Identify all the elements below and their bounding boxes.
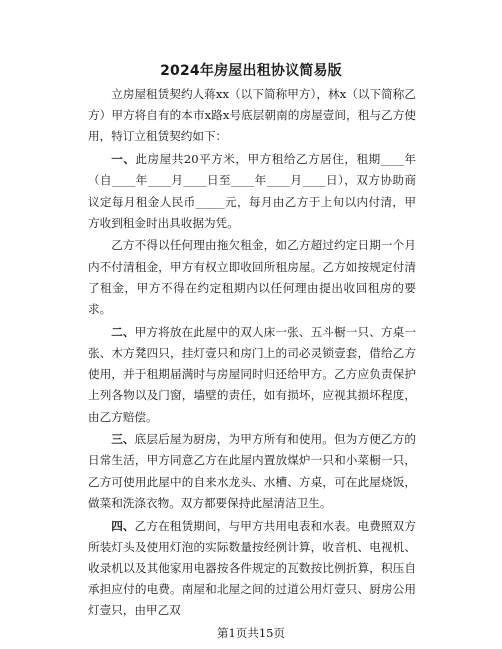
paragraph-clause-1 bbox=[88, 149, 416, 234]
document-title: 2024年房屋出租协议简易版 bbox=[160, 63, 342, 79]
paragraph-text: 此房屋共20平方米，甲方租给乙方居住，租期____年（自____年____月____日至____年____月____日），双方协助商议定每月租金人民币_____元，每月由乙方于上旬以内付清，甲方收到租金时出具收据为凭。 bbox=[88, 152, 416, 230]
document-body bbox=[88, 84, 416, 623]
paragraph-rent-terms bbox=[88, 235, 416, 320]
paragraph-text: 乙方在租赁期间，与甲方共用电表和水表。电费照双方所装灯头及使用灯泡的实际数量按经例计算，收音机、电视机、收录机以及其他家用电器按各件规定的瓦数按比例折算，积压自承担应付的电费。南屋和北屋之间的过道公用灯壹只、厨房公用灯壹只，由甲乙双 bbox=[88, 518, 416, 618]
paragraph-lead: 二、 bbox=[111, 324, 135, 339]
paragraph-lead: 三、 bbox=[111, 432, 135, 447]
paragraph-clause-2 bbox=[88, 322, 416, 428]
paragraph-lead: 四、 bbox=[111, 518, 135, 533]
page-number-footer: 第1页共15页 bbox=[217, 626, 285, 640]
paragraph-clause-4 bbox=[88, 516, 416, 622]
paragraph-text: 乙方不得以任何理由拖欠租金，如乙方超过约定日期一个月内不付清租金，甲方有权立即收回所租房屋。乙方如按规定付清了租金，甲方不得在约定租期内以任何理由提出收回租房的要求。 bbox=[88, 238, 416, 317]
paragraph-text: 底层后屋为厨房，为甲方所有和使用。但为方便乙方的日常生活，甲方同意乙方在此屋内置放煤炉一只和小菜橱一只，乙方可使用此屋中的自来水龙头、水槽、方桌，可在此屋烧饭，做菜和洗涤衣物。双方都要保持此屋清洁卫生。 bbox=[88, 432, 416, 510]
paragraph-clause-3 bbox=[88, 429, 416, 514]
paragraph-text: 立房屋租赁契约人蒋xx（以下简称甲方），林x（以下简称乙方）甲方将自有的本市x路x号底层朝南的房屋壹间，租与乙方使用，特订立租赁契约如下： bbox=[88, 87, 416, 144]
paragraph-lead: 一、 bbox=[111, 152, 136, 167]
paragraph-intro bbox=[88, 84, 416, 148]
paragraph-text: 甲方将放在此屋中的双人床一张、五斗橱一只、方桌一张、木方凳四只，挂灯壹只和房门上的司必灵锁壹套，借给乙方使用，并于租期届满时与房屋同时归还给甲方。乙方应负责保护上列各物以及门窗，墙壁的责任，如有损坏，应视其损坏程度，由乙方赔偿。 bbox=[88, 324, 416, 424]
